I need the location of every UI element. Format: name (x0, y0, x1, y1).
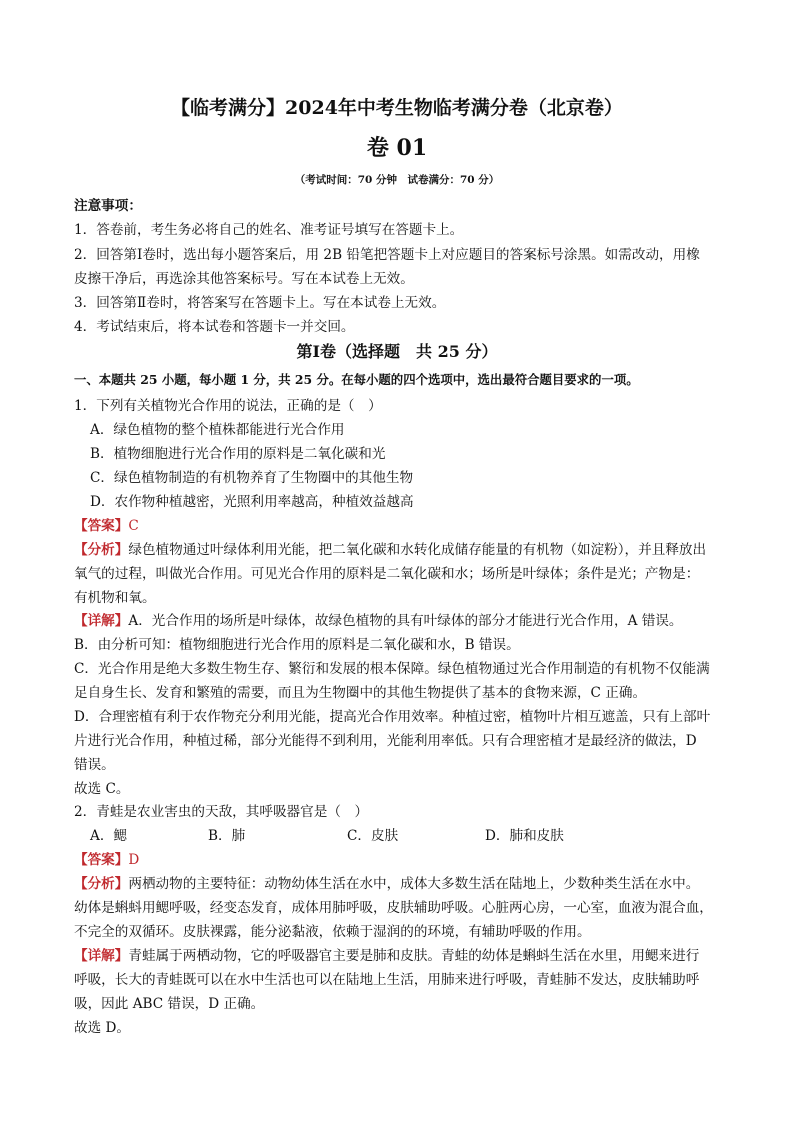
question-1-option-a: A．绿色植物的整个植株都能进行光合作用 (90, 422, 345, 438)
question-1-detail-line: C．光合作用是绝大多数生物生存、繁衍和发展的根本保障。绿色植物通过光合作用制造的有机物不仅能满 (74, 661, 710, 677)
question-2-detail-line (74, 944, 699, 964)
notice-heading: 注意事项： (74, 198, 142, 214)
question-2-analysis-line: 幼体是蝌蚪用鳃呼吸，经变态发育，成体用肺呼吸，皮肤辅助呼吸。心脏两心房，一心室，血液为混合血， (74, 900, 713, 916)
question-1-option-d: D．农作物种植越密，光照利用率越高，种植效益越高 (90, 494, 414, 510)
exam-meta: （考试时间：70 分钟 试卷满分：70 分） (294, 174, 500, 186)
question-2-option-d: D．肺和皮肤 (485, 828, 564, 844)
answer-tag: 【答案】 (74, 852, 129, 868)
question-2-analysis-line (74, 872, 699, 892)
question-1-answer (74, 514, 139, 534)
question-2-detail-line: 呼吸，长大的青蛙既可以在水中生活也可以在陆地上生活，用肺来进行呼吸，青蛙肺不发达，皮肤辅助呼 (74, 972, 700, 988)
question-1-detail-line: B．由分析可知：植物细胞进行光合作用的原料是二氧化碳和水，B 错误。 (74, 637, 520, 653)
detail-tag: 【详解】 (74, 948, 129, 964)
detail-text: A．光合作用的场所是叶绿体，故绿色植物的具有叶绿体的部分才能进行光合作用，A 错误。 (128, 613, 683, 629)
notice-item: 皮擦干净后，再选涂其他答案标号。写在本试卷上无效。 (74, 271, 414, 287)
analysis-text: 两栖动物的主要特征：动物幼体生活在水中，成体大多数生活在陆地上，少数种类生活在水中。 (128, 876, 700, 892)
notice-item: 3．回答第Ⅱ卷时，将答案写在答题卡上。写在本试卷上无效。 (74, 295, 446, 311)
notice-item: 4．考试结束后，将本试卷和答题卡一并交回。 (74, 319, 355, 335)
question-2-detail-line: 吸，因此 ABC 错误，D 正确。 (74, 996, 265, 1012)
question-1-option-c: C．绿色植物制造的有机物养育了生物圈中的其他生物 (90, 470, 414, 486)
question-2-analysis-line: 不完全的双循环。皮肤裸露，能分泌黏液，依赖于湿润的的环境，有辅助呼吸的作用。 (74, 924, 591, 940)
answer-value: D (128, 852, 140, 868)
question-1-conclusion: 故选 C。 (74, 781, 130, 797)
question-1-analysis-line (74, 538, 706, 558)
notice-item: 1．答卷前，考生务必将自己的姓名、准考证号填写在答题卡上。 (74, 222, 464, 238)
question-1-option-b: B．植物细胞进行光合作用的原料是二氧化碳和光 (90, 446, 386, 462)
answer-tag: 【答案】 (74, 518, 129, 534)
section-title: 第Ⅰ卷（选择题 共 25 分） (296, 342, 498, 361)
notice-item: 2．回答第Ⅰ卷时，选出每小题答案后，用 2B 铅笔把答题卡上对应题目的答案标号涂黑。如需改动，用橡 (74, 247, 700, 263)
detail-text: 青蛙属于两栖动物，它的呼吸器官主要是肺和皮肤。青蛙的幼体是蝌蚪生活在水里，用鳃来进行 (128, 948, 700, 964)
question-2-option-a: A．鳃 (90, 828, 128, 844)
question-1-detail-line (74, 609, 682, 629)
answer-value: C (128, 518, 139, 534)
question-1-detail-line: 足自身生长、发育和繁殖的需要，而且为生物圈中的其他生物提供了基本的食物来源，C 正确。 (74, 685, 647, 701)
analysis-text: 绿色植物通过叶绿体利用光能，把二氧化碳和水转化成储存能量的有机物（如淀粉），并且释放出 (128, 542, 707, 558)
exam-title: 【临考满分】2024年中考生物临考满分卷（北京卷） (171, 97, 623, 119)
question-1-detail-line: 错误。 (74, 757, 115, 773)
question-2-option-b: B．肺 (208, 828, 246, 844)
question-1-analysis-line: 氧气的过程，叫做光合作用。可见光合作用的原料是二氧化碳和水；场所是叶绿体；条件是光；产物是： (74, 566, 700, 582)
analysis-tag: 【分析】 (74, 542, 129, 558)
question-1-stem: 1．下列有关植物光合作用的说法，正确的是（ ） (74, 398, 382, 414)
question-2-stem: 2．青蛙是农业害虫的天敌，其呼吸器官是（ ） (74, 804, 369, 820)
section-instruction: 一、本题共 25 小题，每小题 1 分，共 25 分。在每小题的四个选项中，选出最符合题目要求的一项。 (74, 372, 639, 387)
question-1-analysis-line: 有机物和氧。 (74, 590, 156, 606)
question-2-conclusion: 故选 D。 (74, 1020, 131, 1036)
question-1-detail-line: 片进行光合作用，种植过稀，部分光能得不到利用，光能利用率低。只有合理密植才是最经济的做法，D (74, 733, 697, 749)
question-2-option-c: C．皮肤 (347, 828, 399, 844)
analysis-tag: 【分析】 (74, 876, 129, 892)
detail-tag: 【详解】 (74, 613, 129, 629)
question-1-detail-line: D．合理密植有利于农作物充分利用光能，提高光合作用效率。种植过密，植物叶片相互遮盖，只有上部叶 (74, 709, 711, 725)
exam-subtitle: 卷 01 (366, 135, 428, 161)
question-2-answer (74, 848, 139, 868)
